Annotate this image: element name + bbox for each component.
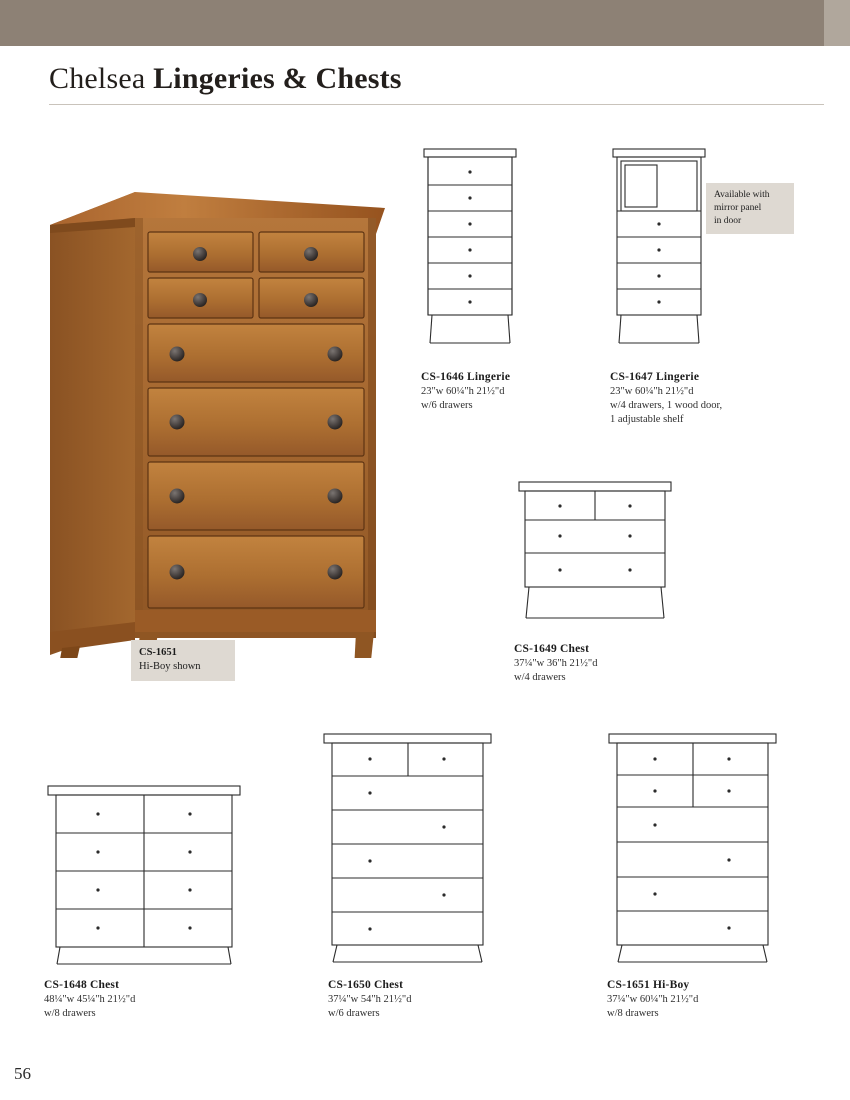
header-band [0,0,850,46]
header-band-accent [824,0,850,46]
drawing-cs-1651 [605,730,780,965]
product-title: CS-1650 Chest [328,979,404,991]
callout-line-2: mirror panel [714,203,762,214]
drawing-cs-1647 [607,145,717,350]
page-title-light: Chelsea [49,62,154,95]
caption-cs-1646 [421,371,510,413]
product-detail-1: w/4 drawers [514,671,566,683]
product-title: CS-1646 Lingerie [421,371,511,383]
product-title: CS-1649 Chest [514,643,590,655]
drawing-cs-1648 [44,782,244,967]
page-title-bold: Lingeries & Chests [153,62,402,95]
caption-cs-1648 [44,979,135,1021]
page-title [49,62,402,96]
caption-cs-1649 [514,643,597,685]
product-title: CS-1647 Lingerie [610,371,700,383]
product-dims: 37¼"w 36"h 21½"d [514,658,598,669]
product-dims: 37¼"w 60¼"h 21½"d [607,994,699,1005]
product-detail-1: w/8 drawers [44,1007,96,1019]
drawing-cs-1649 [515,478,675,623]
product-title: CS-1651 Hi-Boy [607,979,690,991]
product-detail-1: w/4 drawers, 1 wood door, [610,399,723,411]
callout-mirror-panel [706,183,794,234]
drawing-cs-1646 [418,145,528,350]
page-right-margin [824,46,850,1100]
product-detail-1: w/6 drawers [328,1007,380,1019]
product-dims: 23"w 60¼"h 21½"d [610,386,694,397]
caption-cs-1650 [328,979,411,1021]
product-detail-2: 1 adjustable shelf [610,413,684,425]
title-divider [49,104,824,105]
product-detail-1: w/8 drawers [607,1007,659,1019]
callout-line-1: Available with [714,190,770,200]
callout-line-3: in door [714,216,742,227]
product-dims: 37¼"w 54"h 21½"d [328,994,412,1005]
product-title: CS-1648 Chest [44,979,120,991]
photo-caption-tag [131,640,235,681]
drawing-cs-1650 [320,730,495,965]
hi-boy-photograph [40,170,400,680]
caption-cs-1651 [607,979,698,1021]
photo-tag-line: Hi-Boy shown [139,661,201,673]
product-dims: 23"w 60¼"h 21½"d [421,386,505,397]
photo-tag-title: CS-1651 [139,647,177,658]
product-detail-1: w/6 drawers [421,399,473,411]
product-dims: 48¼"w 45¼"h 21½"d [44,994,136,1005]
caption-cs-1647 [610,371,722,427]
page-number: 56 [14,1064,31,1083]
